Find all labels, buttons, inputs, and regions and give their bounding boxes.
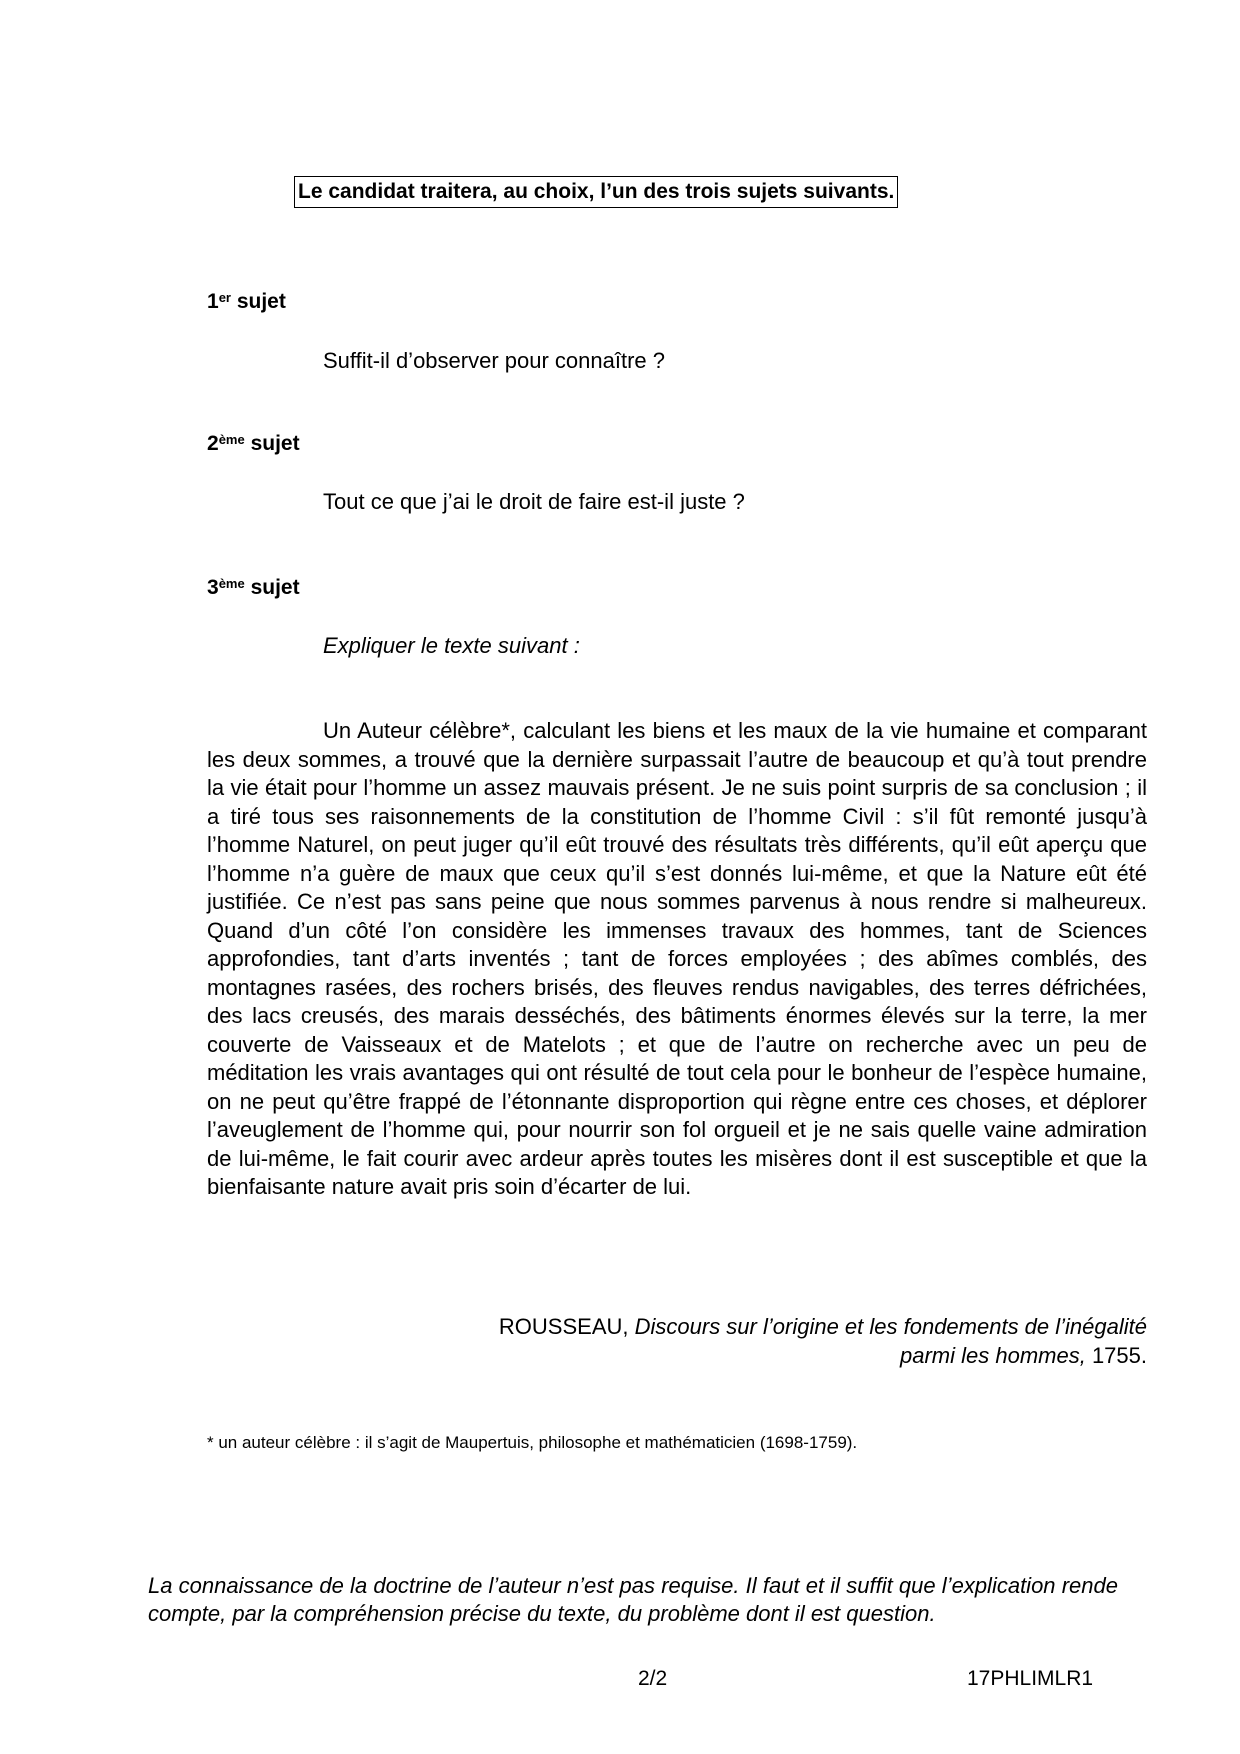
subject-2-heading (207, 430, 300, 458)
citation-line-2 (499, 1342, 1147, 1371)
evaluation-note: La connaissance de la doctrine de l’auteur n’est pas requise. Il faut et il suffit que l’explication rende compte, par la compréhension précise du texte, du problème dont il est question. (148, 1573, 1118, 1626)
citation-year: 1755. (1085, 1342, 1147, 1368)
instruction-banner: Le candidat traitera, au choix, l’un des trois sujets suivants. (294, 176, 898, 208)
citation-title-2: parmi les hommes, (899, 1342, 1086, 1368)
subject-2-label: sujet (250, 432, 300, 455)
page-number: 2/2 (638, 1667, 668, 1690)
subject-1-number: 1 (207, 290, 219, 313)
subject-3-number: 3 (207, 576, 219, 599)
citation-author: ROUSSEAU, (498, 1314, 635, 1339)
subject-2-question: Tout ce que j’ai le droit de faire est-il juste ? (323, 489, 745, 514)
document-code: 17PHLIMLR1 (967, 1667, 1094, 1690)
citation-title-1: Discours sur l’origine et les fondements de l’inégalité (634, 1314, 1147, 1339)
subject-3-label: sujet (250, 576, 300, 599)
subject-2-suffix: ème (218, 432, 245, 447)
subject-3-heading (207, 574, 300, 602)
subject-3-suffix: ème (218, 576, 245, 591)
citation (499, 1313, 1147, 1370)
subject-1-label: sujet (236, 290, 286, 313)
passage-text: Un Auteur célèbre*, calculant les biens et les maux de la vie humaine et comparant les deux sommes, a trouvé que la dernière surpassait l’autre de beaucoup et qu’à tout prendre la vie était pour l’homme un assez mauvais présent. Je ne suis point surpris de sa conclusion ; il a tiré tous ses raisonnements de la constitution de l’homme Civil : s’il fût remonté jusqu’à l’homme Naturel, on peut juger qu’il eût trouvé des résultats très différents, qu’il eût aperçu que l’homme n’a guère de maux que ceux qu’il s’est donnés lui-même, et que la Nature eût été justifiée. Ce n’est pas sans peine que nous sommes parvenus à nous rendre si malheureux. Quand d’un côté l’on considère les immenses travaux des hommes, tant de Sciences approfondies, tant d’arts inventés ; tant de forces employées ; des abîmes comblés, des montagnes rasées, des rochers brisés, des fleuves rendus navigables, des terres défrichées, des lacs creusés, des marais desséchés, des bâtiments énormes élevés sur la terre, la mer couverte de Vaisseaux et de Matelots ; et que de l’autre on recherche avec un peu de méditation les vrais avantages qui ont résulté de tout cela pour le bonheur de l’espèce humaine, on ne peut qu’être frappé de l’étonnante disproportion qui règne entre ces choses, et déplorer l’aveuglement de l’homme qui, pour nourrir son fol orgueil et je ne sais quelle vaine admiration de lui-même, le fait courir avec ardeur après toutes les misères dont il est susceptible et que la bienfaisante nature avait pris soin d’écarter de lui. (207, 718, 1147, 1199)
subject-1-heading (207, 288, 286, 316)
footnote: * un auteur célèbre : il s’agit de Maupertuis, philosophe et mathématicien (1698-1759). (207, 1433, 858, 1452)
subject-1-suffix: er (218, 290, 231, 305)
citation-line-1 (499, 1313, 1147, 1342)
subject-1-question: Suffit-il d’observer pour connaître ? (323, 348, 665, 373)
subject-2-number: 2 (207, 432, 219, 455)
explain-label: Expliquer le texte suivant : (323, 633, 580, 658)
